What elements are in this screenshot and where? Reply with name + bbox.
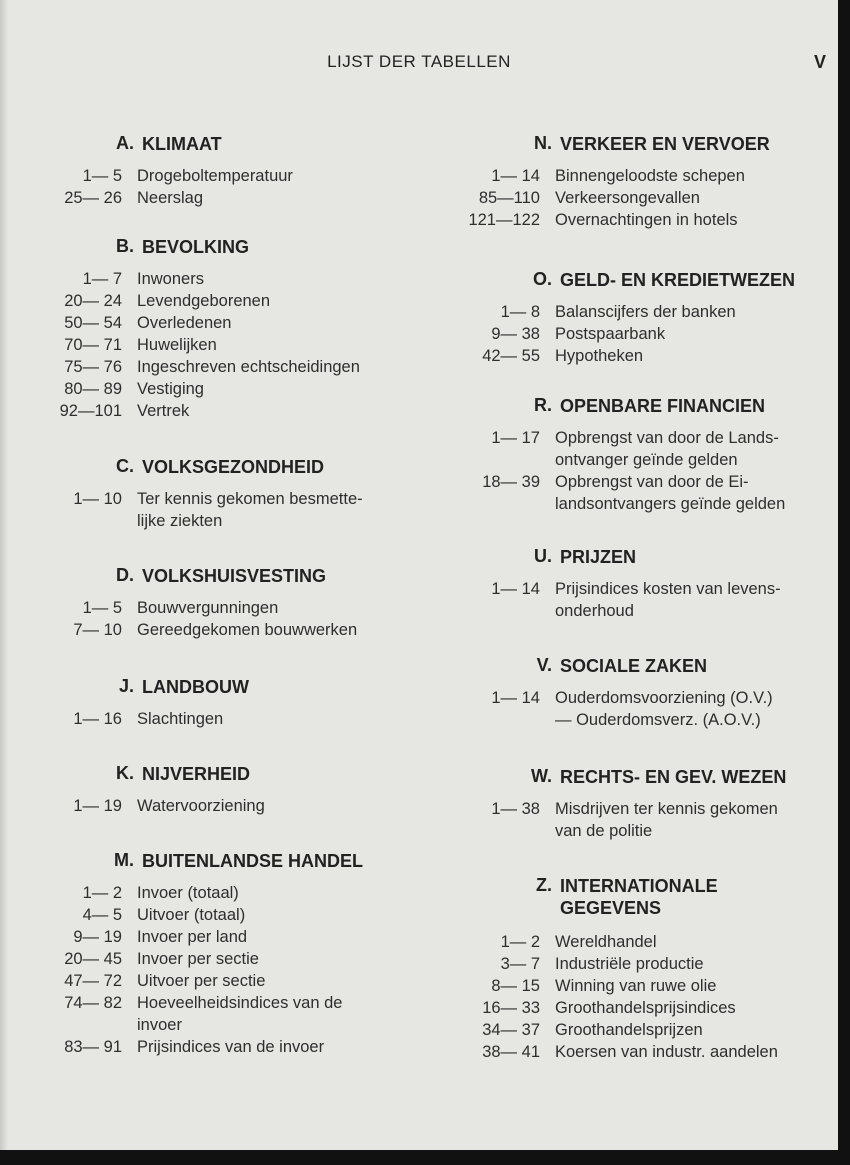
table-description [555,687,832,731]
description-line: Groothandelsprijzen [555,1021,703,1039]
description-line: — Ouderdomsverz. (A.O.V.) [555,711,761,729]
section-heading [452,269,832,295]
scan-edge-bottom [0,1150,850,1165]
table-description [555,997,832,1019]
section-title: BUITENLANDSE HANDEL [142,851,364,871]
page-number: V [814,52,827,72]
table-range: 1— 17 [491,429,540,447]
table-range: 83— 91 [64,1038,122,1056]
section-title: PRIJZEN [560,547,637,567]
section-letter: O. [532,269,552,289]
section-letter: W. [531,766,552,786]
table-description [555,578,832,622]
description-line: Inwoners [137,270,204,288]
section-letter: U. [534,546,552,566]
description-line: Hoeveelheidsindices van de [137,994,343,1012]
table-entry[interactable] [452,578,832,622]
table-entry[interactable] [34,970,414,992]
description-line: Prijsindices van de invoer [137,1038,325,1056]
table-range: 4— 5 [82,906,122,924]
table-description [137,356,414,378]
table-range: 121—122 [468,211,540,229]
section-volksgezondheid [34,456,414,532]
table-range: 1— 2 [500,933,540,951]
table-range: 50— 54 [64,314,122,332]
section-buitenlandse-handel [34,850,414,1058]
table-description [137,970,414,992]
binding-shadow [0,0,8,1150]
table-entry[interactable] [34,1036,414,1058]
section-verkeer-en-vervoer [452,133,832,231]
description-line: Vertrek [137,402,190,420]
table-description [555,975,832,997]
section-heading [34,236,414,262]
table-description [137,187,414,209]
section-title: OPENBARE FINANCIEN [560,396,766,416]
description-line: Neerslag [137,189,204,207]
page-title: LIJST DER TABELLEN [327,52,511,71]
table-description [137,926,414,948]
table-entry[interactable] [34,795,414,817]
table-range: 1— 14 [491,689,540,707]
table-entry[interactable] [34,904,414,926]
table-description [555,187,832,209]
table-description [555,427,832,471]
section-letter: J. [118,676,134,696]
table-description [555,798,832,842]
section-heading [34,456,414,482]
table-entry[interactable] [452,975,832,997]
table-range: 85—110 [478,189,540,207]
section-title: VOLKSHUISVESTING [142,566,327,586]
section-letter: V. [536,655,552,675]
table-range: 9— 19 [73,928,122,946]
section-heading [34,133,414,159]
table-range: 1— 5 [82,167,122,185]
table-entry[interactable] [34,378,414,400]
table-description [137,290,414,312]
section-title: RECHTS- EN GEV. WEZEN [560,767,787,787]
section-title: VOLKSGEZONDHEID [142,457,325,477]
table-range: 1— 38 [491,800,540,818]
table-entry[interactable] [34,312,414,334]
table-description [137,334,414,356]
section-landbouw [34,676,414,730]
description-line: Overledenen [137,314,232,332]
table-entry[interactable] [452,323,832,345]
description-line: Koersen van industr. aandelen [555,1043,778,1061]
table-entry[interactable] [34,708,414,730]
table-entry[interactable] [34,488,414,532]
description-line: Winning van ruwe olie [555,977,717,995]
description-line: Ter kennis gekomen besmette- [137,490,363,508]
description-line: onderhoud [555,602,634,620]
table-range: 42— 55 [482,347,540,365]
table-entry[interactable] [34,926,414,948]
description-line: ontvanger geïnde gelden [555,451,738,469]
table-entry[interactable] [34,992,414,1036]
table-entry[interactable] [34,356,414,378]
section-heading [452,766,832,792]
table-range: 34— 37 [482,1021,540,1039]
section-title: BEVOLKING [142,237,250,257]
description-line: Uitvoer (totaal) [137,906,246,924]
table-entry[interactable] [452,1019,832,1041]
table-range: 1— 5 [82,599,122,617]
section-letter: Z. [536,875,552,895]
table-description [137,882,414,904]
section-heading [452,875,832,925]
table-entry[interactable] [452,953,832,975]
description-line: Hypotheken [555,347,644,365]
table-description [137,165,414,187]
section-title: VERKEER EN VERVOER [560,134,770,154]
section-letter: B. [116,236,134,256]
description-line: Wereldhandel [555,933,657,951]
table-range: 1— 14 [491,167,540,185]
description-line: Groothandelsprijsindices [555,999,736,1017]
table-range: 92—101 [59,402,122,420]
description-line: Verkeersongevallen [555,189,700,207]
table-entry[interactable] [452,798,832,842]
section-geld-en-kredietwezen [452,269,832,367]
table-description [137,400,414,422]
table-range: 1— 8 [500,303,540,321]
description-line: Overnachtingen in hotels [555,211,738,229]
description-line: Opbrengst van door de Lands- [555,429,779,447]
section-nijverheid [34,763,414,817]
section-title: LANDBOUW [142,677,249,697]
table-entry[interactable] [452,209,832,231]
table-range: 20— 24 [64,292,122,310]
table-range: 1— 7 [82,270,122,288]
table-description [555,301,832,323]
table-entry[interactable] [34,948,414,970]
description-line: landsontvangers geïnde gelden [555,495,786,513]
description-line: Slachtingen [137,710,224,728]
section-title: KLIMAAT [142,134,222,154]
table-description [137,597,414,619]
description-line: Levendgeborenen [137,292,271,310]
table-range: 18— 39 [482,473,540,491]
table-entry[interactable] [34,165,414,187]
table-range: 1— 2 [82,884,122,902]
table-range: 70— 71 [64,336,122,354]
description-line: invoer [137,1016,182,1034]
section-heading [34,850,414,876]
section-klimaat [34,133,414,209]
table-description [555,931,832,953]
description-line: Ouderdomsvoorziening (O.V.) [555,689,773,707]
description-line: Huwelijken [137,336,217,354]
description-line: Invoer per land [137,928,248,946]
table-entry[interactable] [452,301,832,323]
description-line: Industriële productie [555,955,704,973]
table-description [137,708,414,730]
table-entry[interactable] [452,997,832,1019]
description-line: van de politie [555,822,653,840]
table-range: 1— 16 [73,710,122,728]
section-letter: N. [534,133,552,153]
table-entry[interactable] [34,268,414,290]
section-heading [452,133,832,159]
table-entry[interactable] [34,400,414,422]
table-description [137,488,414,532]
table-description [137,904,414,926]
table-range: 25— 26 [64,189,122,207]
table-description [137,992,414,1036]
table-description [555,1019,832,1041]
table-entry[interactable] [34,619,414,641]
description-line: Ingeschreven echtscheidingen [137,358,360,376]
description-line: Balanscijfers der banken [555,303,736,321]
section-heading [34,565,414,591]
section-heading [452,546,832,572]
section-title: GELD- EN KREDIETWEZEN [560,270,796,290]
table-entry[interactable] [452,1041,832,1063]
table-entry[interactable] [34,334,414,356]
table-range: 3— 7 [500,955,540,973]
description-line: Bouwvergunningen [137,599,279,617]
section-heading [34,763,414,789]
section-openbare-financien [452,395,832,515]
section-heading [452,655,832,681]
description-line: Drogeboltemperatuur [137,167,293,185]
table-entry[interactable] [452,187,832,209]
table-range: 7— 10 [73,621,122,639]
table-entry[interactable] [452,931,832,953]
section-letter: M. [114,850,134,870]
section-internationale-gegevens [452,875,832,1063]
table-range: 38— 41 [482,1043,540,1061]
table-entry[interactable] [452,687,832,731]
section-heading [34,676,414,702]
table-range: 47— 72 [64,972,122,990]
table-range: 9— 38 [491,325,540,343]
table-description [555,323,832,345]
section-volkshuisvesting [34,565,414,641]
table-description [555,953,832,975]
section-title: NIJVERHEID [142,764,251,784]
table-description [137,1036,414,1058]
table-entry[interactable] [452,165,832,187]
section-letter: K. [116,763,134,783]
description-line: Uitvoer per sectie [137,972,266,990]
description-line: lijke ziekten [137,512,223,530]
description-line: Watervoorziening [137,797,265,815]
table-range: 1— 19 [73,797,122,815]
table-description [555,1041,832,1063]
section-sociale-zaken [452,655,832,731]
table-entry[interactable] [452,427,832,471]
table-description [137,795,414,817]
table-entry[interactable] [34,187,414,209]
description-line: Opbrengst van door de Ei- [555,473,749,491]
table-range: 8— 15 [491,977,540,995]
section-title: INTERNATIONALE GEGEVENS [560,876,718,918]
table-entry[interactable] [34,290,414,312]
table-description [555,165,832,187]
section-heading [452,395,832,421]
table-range: 1— 14 [491,580,540,598]
section-letter: D. [116,565,134,585]
table-range: 1— 10 [73,490,122,508]
table-description [137,619,414,641]
section-bevolking [34,236,414,422]
table-range: 75— 76 [64,358,122,376]
table-entry[interactable] [34,882,414,904]
section-prijzen [452,546,832,622]
table-description [137,948,414,970]
description-line: Gereedgekomen bouwwerken [137,621,358,639]
table-description [555,471,832,515]
table-entry[interactable] [34,597,414,619]
table-description [137,312,414,334]
table-entry[interactable] [452,345,832,367]
table-entry[interactable] [452,471,832,515]
table-range: 74— 82 [64,994,122,1012]
section-letter: A. [116,133,134,153]
table-range: 80— 89 [64,380,122,398]
table-description [137,268,414,290]
table-description [555,209,832,231]
section-letter: R. [534,395,552,415]
section-title: SOCIALE ZAKEN [560,656,708,676]
section-letter: C. [116,456,134,476]
description-line: Vestiging [137,380,204,398]
description-line: Postspaarbank [555,325,666,343]
description-line: Invoer per sectie [137,950,259,968]
table-range: 16— 33 [482,999,540,1017]
table-description [555,345,832,367]
table-description [137,378,414,400]
description-line: Invoer (totaal) [137,884,239,902]
description-line: Misdrijven ter kennis gekomen [555,800,778,818]
table-range: 20— 45 [64,950,122,968]
scan-edge-right [838,0,850,1165]
section-rechts-en-gev-wezen [452,766,832,842]
description-line: Prijsindices kosten van levens- [555,580,781,598]
description-line: Binnengeloodste schepen [555,167,745,185]
